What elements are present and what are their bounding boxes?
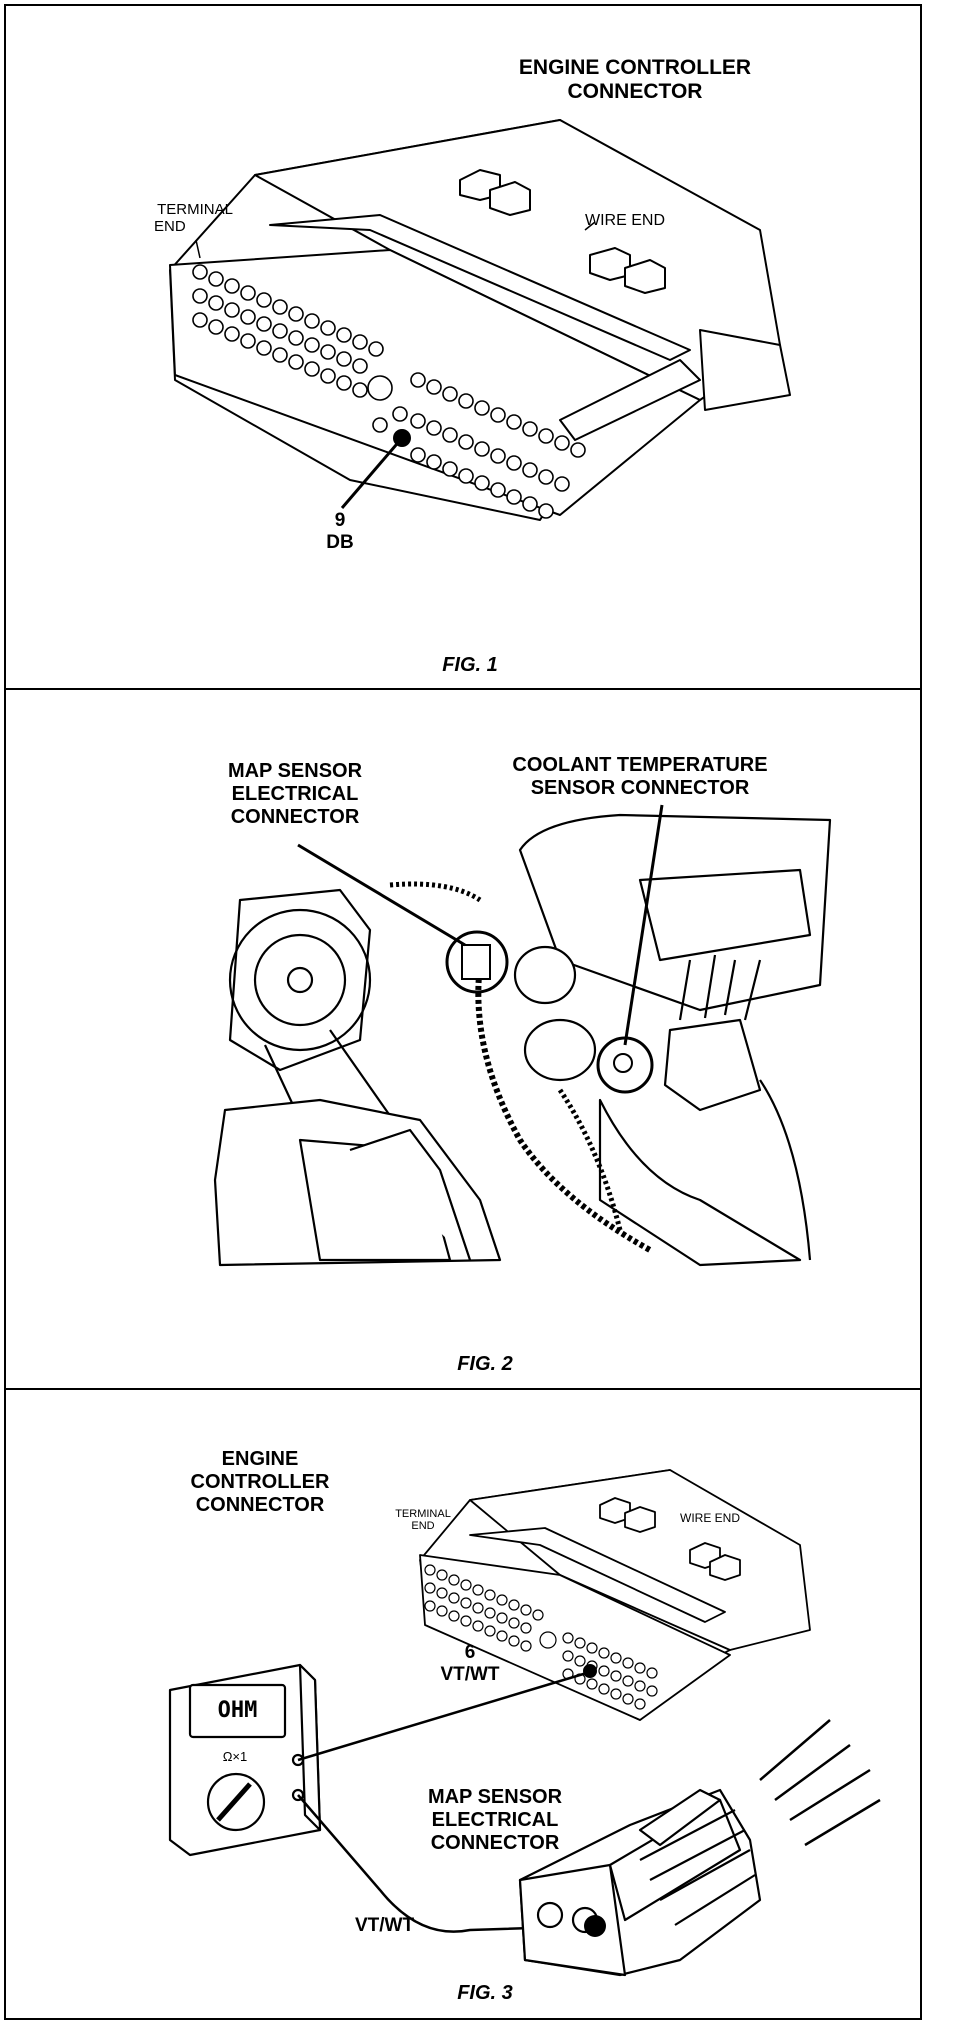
fig3-wire-end: WIRE END bbox=[680, 1511, 740, 1525]
fig3-ecc-line3: CONNECTOR bbox=[195, 1494, 325, 1516]
fig3-pin-color: VT/WT bbox=[440, 1663, 500, 1685]
fig1-terminal-end-line1: TERMINAL bbox=[157, 201, 233, 218]
fig3-map-line1: MAP SENSOR bbox=[427, 1786, 563, 1808]
fig1-caption: FIG. 1 bbox=[442, 654, 498, 676]
fig2-coolant-line1: COOLANT TEMPERATURE bbox=[512, 754, 768, 776]
fig1-pin-color: DB bbox=[326, 531, 354, 553]
fig1-terminal-end-line2: END bbox=[154, 217, 186, 235]
fig3-pin-callout bbox=[425, 1642, 515, 1686]
fig3-terminal-end-line2: END bbox=[411, 1520, 435, 1533]
fig3-pin-number: 6 bbox=[464, 1642, 476, 1663]
fig3-map-wire: VT/WT bbox=[355, 1915, 415, 1936]
fig3-map-line3: CONNECTOR bbox=[430, 1832, 560, 1854]
fig3-ecc-line2: CONTROLLER bbox=[190, 1471, 330, 1493]
fig1-title-line1: ENGINE CONTROLLER bbox=[518, 56, 752, 79]
fig2-coolant-line2: SENSOR CONNECTOR bbox=[530, 777, 750, 799]
fig2-caption: FIG. 2 bbox=[457, 1353, 513, 1375]
fig1-wire-end: WIRE END bbox=[585, 212, 665, 229]
fig3-ecc-line1: ENGINE bbox=[221, 1448, 299, 1470]
fig2-map-line2: ELECTRICAL bbox=[231, 783, 359, 805]
fig2-map-line3: CONNECTOR bbox=[230, 806, 360, 828]
fig2-map-line1: MAP SENSOR bbox=[227, 760, 363, 782]
fig3-map-label bbox=[390, 1786, 600, 1855]
fig3-map-line2: ELECTRICAL bbox=[431, 1809, 559, 1831]
fig3-map-pin-marker bbox=[584, 1915, 606, 1937]
fig3-meter-display: OHM bbox=[217, 1698, 258, 1723]
fig3-ecc-label bbox=[170, 1448, 350, 1517]
fig3-meter-range: Ω×1 bbox=[222, 1749, 248, 1764]
fig1-title-line2: CONNECTOR bbox=[567, 80, 703, 104]
fig3-terminal-end-line1: TERMINAL bbox=[395, 1508, 451, 1520]
fig3-pin-6-marker bbox=[583, 1664, 597, 1678]
fig1-pin-number: 9 bbox=[334, 510, 346, 531]
fig3-caption: FIG. 3 bbox=[457, 1982, 513, 2004]
fig3-terminal-end bbox=[388, 1508, 458, 1532]
